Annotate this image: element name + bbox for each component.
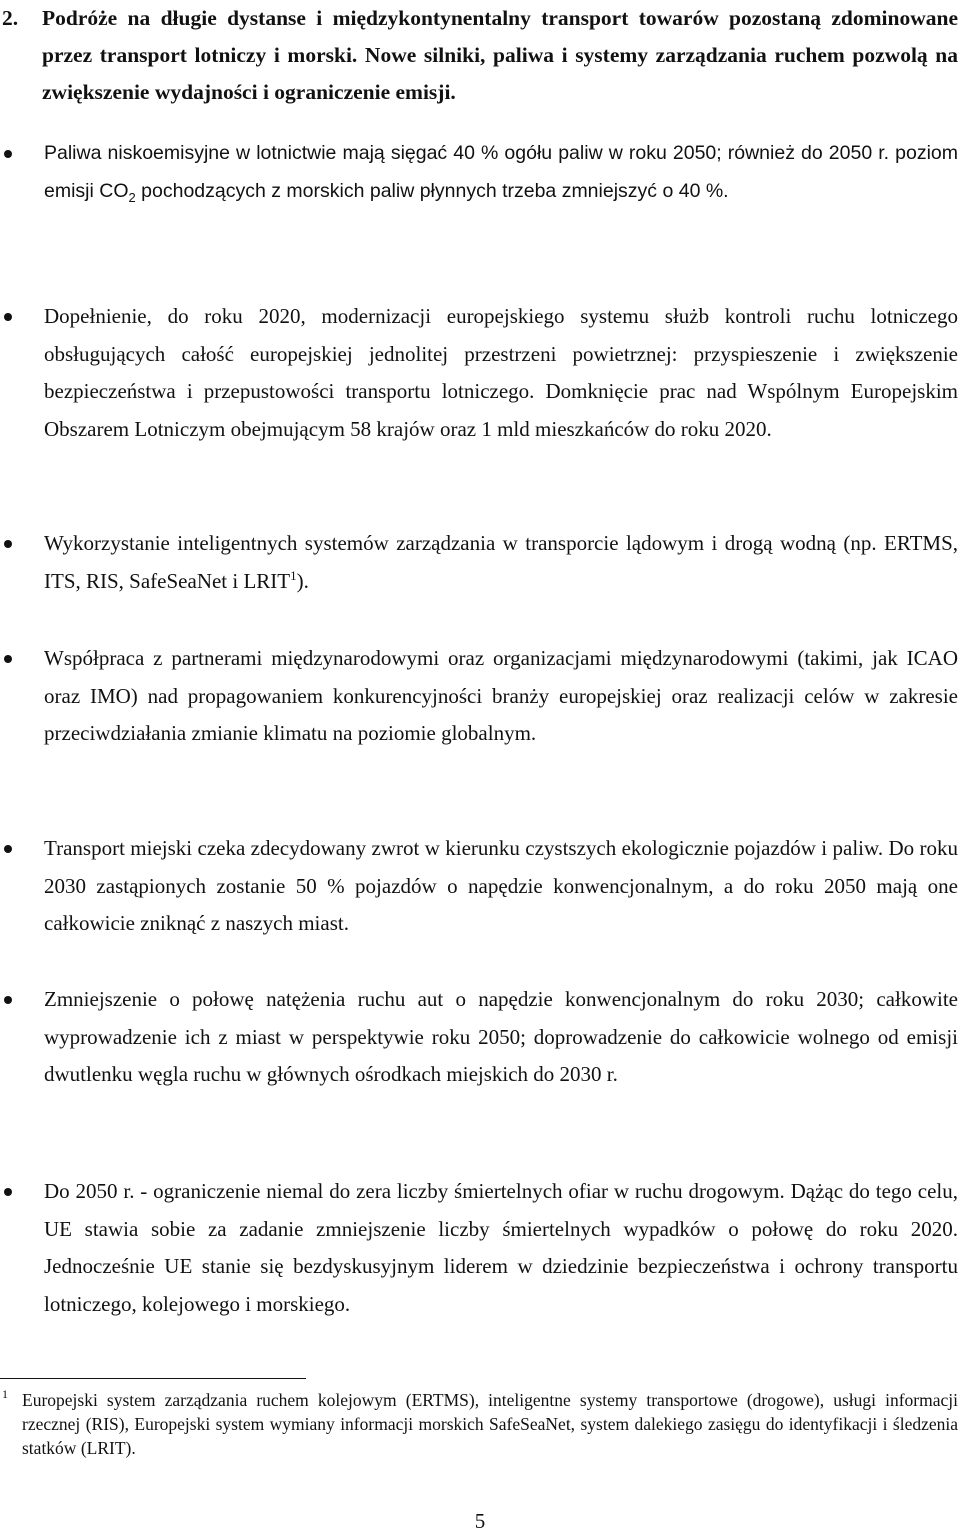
- bullet-text: [44, 525, 958, 600]
- footnote-divider: [0, 1378, 306, 1379]
- bullet-item: [0, 135, 958, 210]
- section-heading-text: Podróże na długie dystanse i międzykontynentalny transport towarów pozostaną zdominowane przez transport lotniczy i morski. Nowe silniki, paliwa i systemy zarządzania ruchem pozwolą na zwiększenie wydajności i ograniczenie emisji.: [42, 6, 958, 104]
- bullet-icon: [4, 150, 12, 158]
- bullet-icon: [4, 845, 12, 853]
- bullet-item: [0, 830, 958, 943]
- bullet-text-part: ).: [296, 568, 309, 593]
- page-number: 5: [474, 1509, 486, 1533]
- bullet-text: Zmniejszenie o połowę natężenia ruchu aut o napędzie konwencjonalnym do roku 2030; całkowite wyprowadzenie ich z miast w perspektywie roku 2050; doprowadzenie do całkowicie wolnego od emisji dwutlenku węgla ruchu w głównych ośrodkach miejskich do 2030 r.: [44, 987, 958, 1086]
- footnote: [0, 1388, 958, 1460]
- bullet-item: [0, 981, 958, 1094]
- bullet-icon: [4, 1188, 12, 1196]
- footnote-text: Europejski system zarządzania ruchem kolejowym (ERTMS), inteligentne systemy transportowe (drogowe), usługi informacji rzecznej (RIS), Europejski system wymiany informacji morskich SafeSeaNet, system dalekiego zasięgu do identyfikacji i śledzenia statków (LRIT).: [22, 1390, 958, 1458]
- footnote-reference[interactable]: 1: [290, 567, 297, 583]
- footnote-mark: 1: [2, 1387, 8, 1401]
- bullet-icon: [4, 313, 12, 321]
- bullet-icon: [4, 655, 12, 663]
- bullet-text: Współpraca z partnerami międzynarodowymi oraz organizacjami międzynarodowymi (takimi, jak ICAO oraz IMO) nad propagowaniem konkurencyjności branży europejskiej oraz realizacji celów w zakresie przeciwdziałania zmianie klimatu na poziomie globalnym.: [44, 646, 958, 745]
- bullet-item: [0, 1173, 958, 1323]
- section-heading: [0, 0, 958, 111]
- bullet-icon: [4, 540, 12, 548]
- bullet-text-part: Wykorzystanie inteligentnych systemów zarządzania w transporcie lądowym i drogą wodną (np. ERTMS, ITS, RIS, SafeSeaNet i LRIT: [44, 531, 958, 593]
- bullet-text: [44, 135, 958, 210]
- bullet-icon: [4, 996, 12, 1004]
- section-number: 2.: [2, 6, 19, 30]
- bullet-item: [0, 525, 958, 600]
- bullet-text-part: pochodzących z morskich paliw płynnych trzeba zmniejszyć o 40 %.: [135, 179, 729, 202]
- bullet-text-part: Paliwa niskoemisyjne w lotnictwie mają sięgać 40 % ogółu paliw w roku 2050; również do 2050 r. poziom emisji CO: [44, 142, 958, 202]
- bullet-text: Dopełnienie, do roku 2020, modernizacji europejskiego systemu służb kontroli ruchu lotniczego obsługujących całość europejskiej jednolitej przestrzeni powietrznej: przyspieszenie i zwiększenie bezpieczeństwa i przepustowości transportu lotniczego. Domknięcie prac nad Wspólnym Europejskim Obszarem Lotniczym obejmującym 58 krajów oraz 1 mld mieszkańców do roku 2020.: [44, 304, 958, 441]
- bullet-item: [0, 640, 958, 753]
- bullet-text: Do 2050 r. - ograniczenie niemal do zera liczby śmiertelnych ofiar w ruchu drogowym. Dążąc do tego celu, UE stawia sobie za zadanie zmniejszenie liczby śmiertelnych wypadków o połowę do roku 2020. Jednocześnie UE stanie się bezdyskusyjnym liderem w dziedzinie bezpieczeństwa i ochrony transportu lotniczego, kolejowego i morskiego.: [44, 1179, 958, 1316]
- subscript: 2: [128, 189, 136, 205]
- bullet-text: Transport miejski czeka zdecydowany zwrot w kierunku czystszych ekologicznie pojazdów i paliw. Do roku 2030 zastąpionych zostanie 50 % pojazdów o napędzie konwencjonalnym, a do roku 2050 mają one całkowicie zniknąć z naszych miast.: [44, 836, 958, 935]
- bullet-item: [0, 298, 958, 448]
